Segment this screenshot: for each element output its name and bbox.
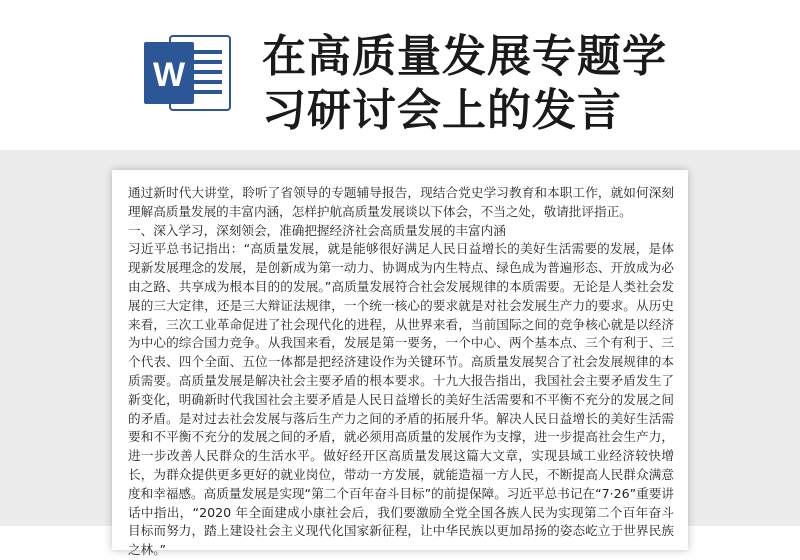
word-document-icon bbox=[140, 30, 236, 116]
title-line-1: 在高质量发展专题学 bbox=[262, 31, 667, 82]
paragraph-body: 习近平总书记指出：“高质量发展，就是能够很好满足人民日益增长的美好生活需要的发展，是体现新发展理念的发展，是创新成为第一动力、协调成为内生特点、绿色成为普遍形态、开放成为必由之路、共享成为根本目的的发展。”高质量发展符合社会发展规律的本质需要。无论是人类社会发展的三大定律，还是三大辩证法规律，一个统一核心的要求就是对社会发展生产力的要求。从历史来看，三次工业革命促进了社会现代化的进程，从世界来看，当前国际之间的竞争核心就是以经济为中心的综合国力竞争。从我国来看，发展是第一要务，一个中心、两个基本点、三个有利于、三个代表、四个全面、五位一体都是把经济建设作为关键环节。高质量发展契合了社会发展规律的本质需要。高质量发展是解决社会主要矛盾的根本要求。十九大报告指出，我国社会主要矛盾发生了新变化，明确新时代我国社会主要矛盾是人民日益增长的美好生活需要和不平衡不充分的发展之间的矛盾。是对过去社会发展与落后生产力之间的矛盾的拓展升华。解决人民日益增长的美好生活需要和不平衡不充分的发展之间的矛盾，就必须用高质量的发展作为支撑，进一步提高社会生产力，进一步改善人民群众的生活水平。做好经开区高质量发展这篇大文章，实现县域工业经济较快增长，为群众提供更多更好的就业岗位，带动一方发展，就能造福一方人民，不断提高人民群众满意度和幸福感。高质量发展是实现“第二个百年奋斗目标”的前提保障。习近平总书记在“7·26”重要讲话中指出，“2020 年全面建成小康社会后，我们要激励全党全国各族人民为实现第二个百年奋斗目标而努力，踏上建设社会主义现代化国家新征程，让中华民族以更加昂扬的姿态屹立于世界民族之林。” bbox=[128, 241, 674, 558]
section-heading-1: 一、深入学习，深刻领会，准确把握经济社会高质量发展的丰富内涵 bbox=[128, 222, 506, 238]
title-line-2: 习研讨会上的发言 bbox=[262, 85, 622, 136]
word-icon-letter: W bbox=[152, 56, 186, 94]
document-page bbox=[112, 170, 688, 558]
paragraph-intro: 通过新时代大讲堂，聆听了省领导的专题辅导报告，现结合党史学习教育和本职工作，就如何深刻理解高质量发展的丰富内涵，怎样护航高质量发展谈以下体会，不当之处，敬请批评指正。 bbox=[128, 185, 674, 219]
document-body bbox=[128, 184, 674, 560]
header-banner bbox=[0, 0, 800, 150]
page-title bbox=[262, 30, 782, 138]
